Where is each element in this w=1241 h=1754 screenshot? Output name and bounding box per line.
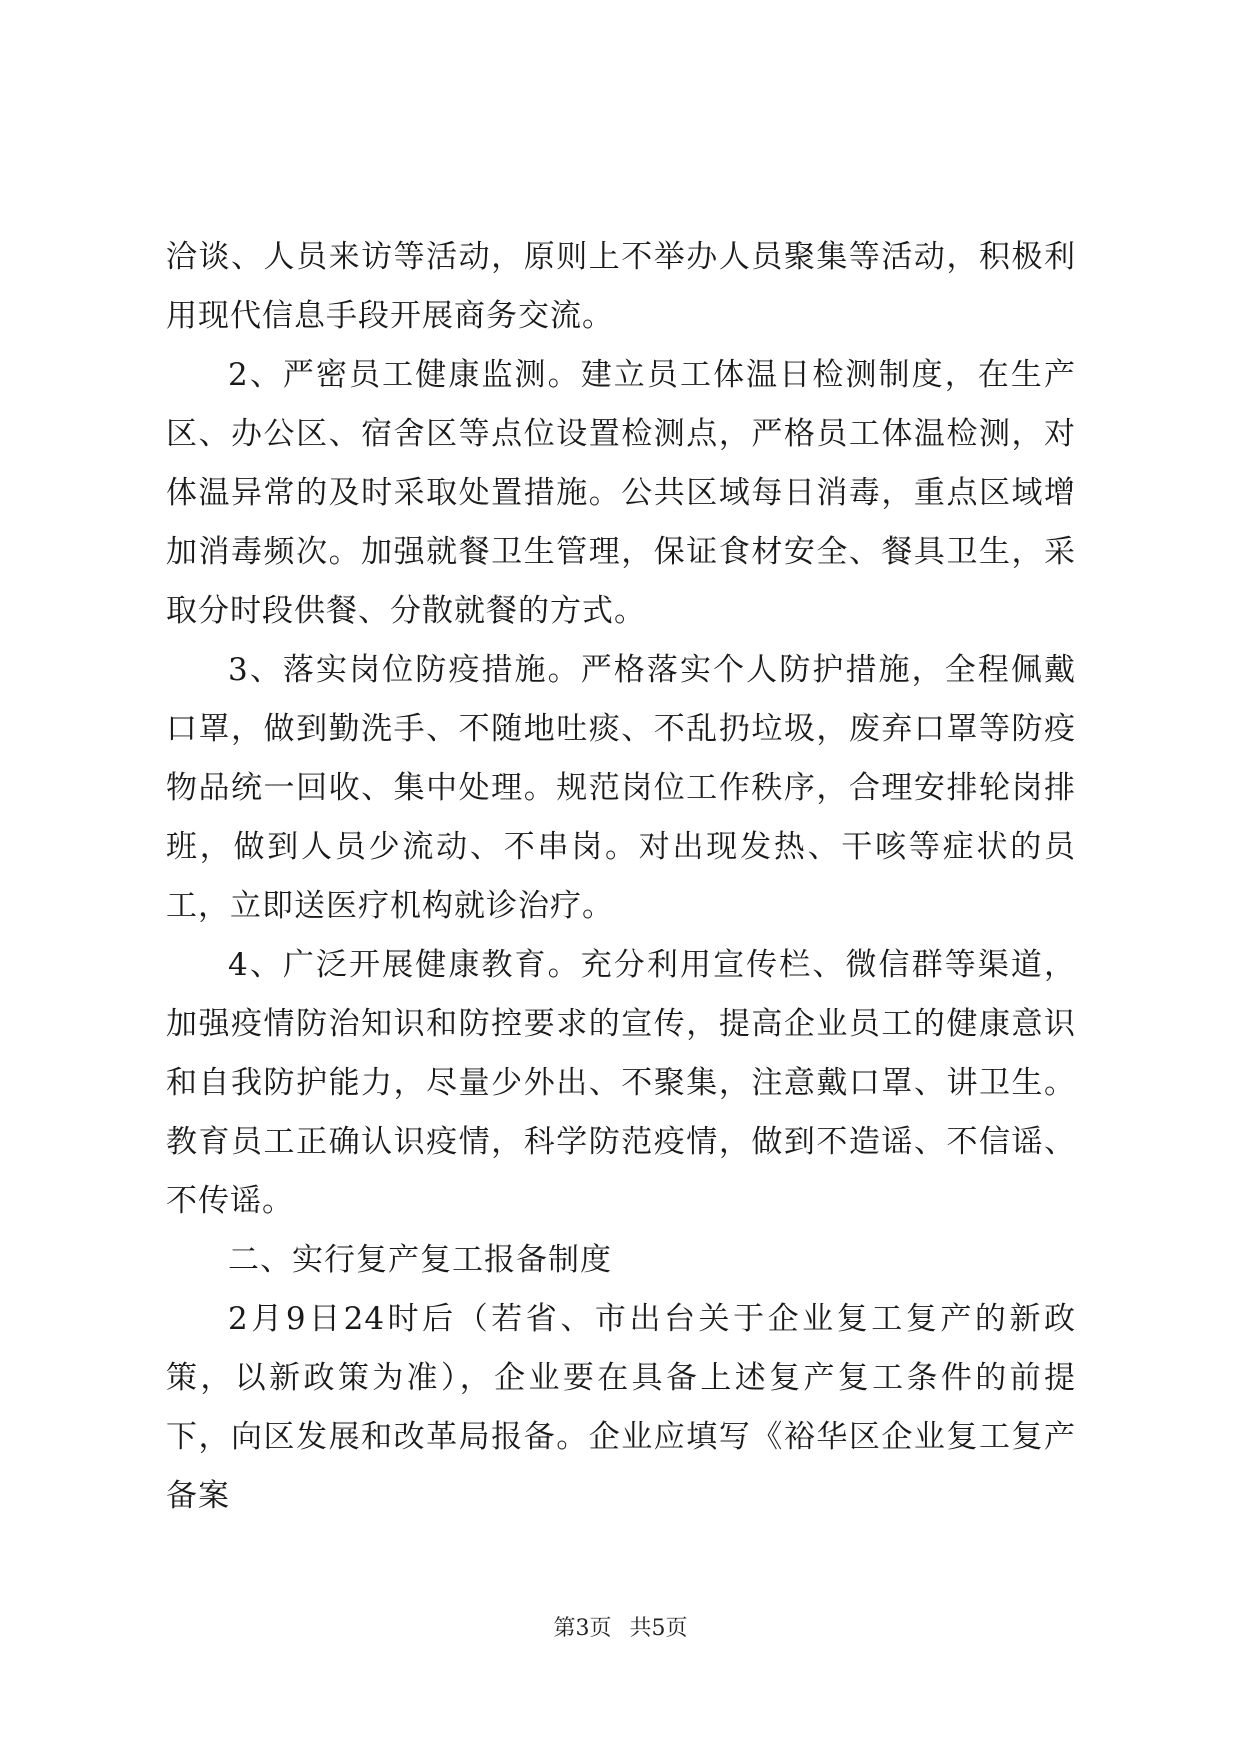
section-heading-2: 二、实行复产复工报备制度 bbox=[228, 1242, 612, 1278]
document-body bbox=[166, 228, 1076, 1526]
paragraph-item-3-post-measures: 3、落实岗位防疫措施。严格落实个人防护措施，全程佩戴口罩，做到勤洗手、不随地吐痰、不乱扔垃圾，废弃口罩等防疫物品统一回收、集中处理。规范岗位工作秩序，合理安排轮岗排班，做到人员少流动、不串岗。对出现发热、干咳等症状的员工，立即送医疗机构就诊治疗。 bbox=[166, 652, 1076, 924]
page-number: 第3页 bbox=[553, 1616, 612, 1641]
paragraph-continuation: 洽谈、人员来访等活动，原则上不举办人员聚集等活动，积极利用现代信息手段开展商务交流。 bbox=[166, 239, 1076, 334]
paragraph-item-4-health-education: 4、广泛开展健康教育。充分利用宣传栏、微信群等渠道，加强疫情防治知识和防控要求的宣传，提高企业员工的健康意识和自我防护能力，尽量少外出、不聚集，注意戴口罩、讲卫生。教育员工正确认识疫情，科学防范疫情，做到不造谣、不信谣、不传谣。 bbox=[166, 947, 1076, 1219]
paragraph-filing-rule: 2月9日24时后（若省、市出台关于企业复工复产的新政策，以新政策为准），企业要在具备上述复产复工条件的前提下，向区发展和改革局报备。企业应填写《裕华区企业复工复产备案 bbox=[166, 1301, 1076, 1514]
page-total: 共5页 bbox=[629, 1616, 688, 1641]
page-footer bbox=[0, 1614, 1241, 1644]
paragraph-item-2-health-monitoring: 2、严密员工健康监测。建立员工体温日检测制度，在生产区、办公区、宿舍区等点位设置检测点，严格员工体温检测，对体温异常的及时采取处置措施。公共区域每日消毒，重点区域增加消毒频次。加强就餐卫生管理，保证食材安全、餐具卫生，采取分时段供餐、分散就餐的方式。 bbox=[166, 357, 1076, 629]
